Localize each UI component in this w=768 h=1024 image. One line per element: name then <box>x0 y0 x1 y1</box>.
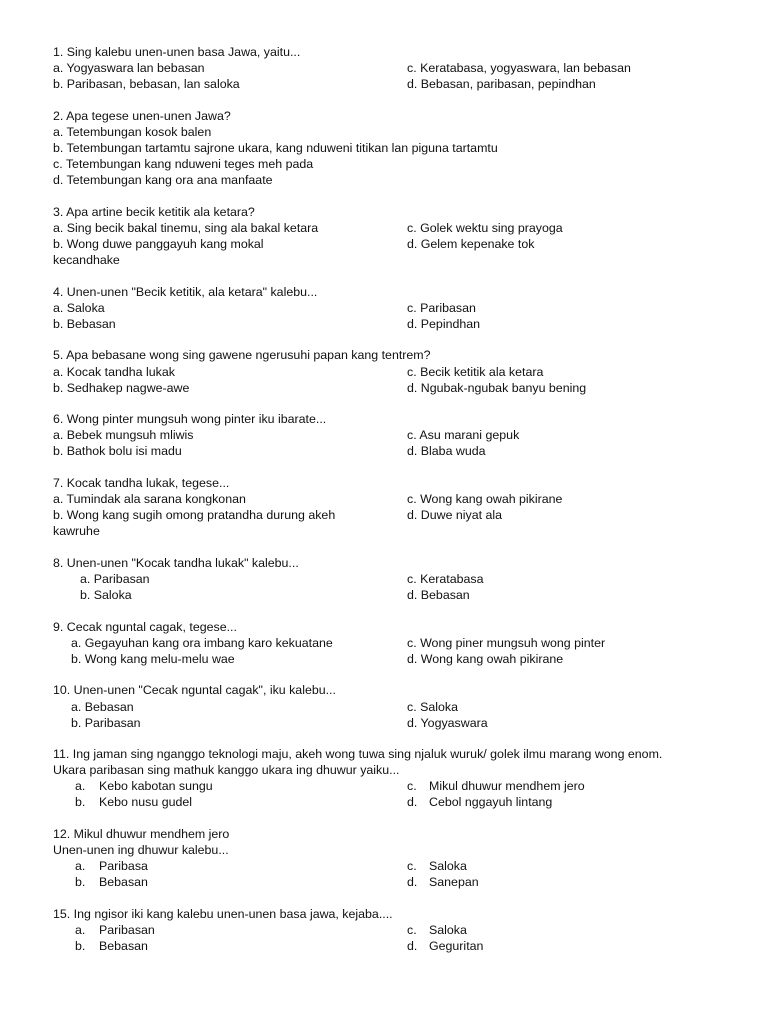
option-b: b. Bathok bolu isi madu <box>53 444 182 459</box>
option-letter: a. <box>75 779 86 794</box>
option-letter: b. <box>75 795 86 810</box>
option-b: b. Wong duwe panggayuh kang mokal kecandhake <box>53 236 264 268</box>
question-stem: 6. Wong pinter mungsuh wong pinter iku ibarate... <box>53 412 327 427</box>
question-8 <box>53 555 733 603</box>
option-letter: a. <box>75 923 86 938</box>
option-d: d. Pepindhan <box>407 316 481 331</box>
option-text: Saloka <box>429 923 467 938</box>
options-grid <box>53 699 733 731</box>
question-6 <box>53 411 733 459</box>
option-d: d. Gelem kepenake tok <box>407 236 535 251</box>
option-a: a. Tetembungan kosok balen <box>53 124 212 139</box>
question-2 <box>53 108 733 188</box>
question-stem: 10. Unen-unen "Cecak nguntal cagak", iku kalebu... <box>53 683 336 698</box>
question-15 <box>53 906 733 954</box>
options-grid <box>53 571 733 603</box>
option-text: Kebo nusu gudel <box>99 795 193 810</box>
option-a: a. Paribasan <box>80 571 150 586</box>
option-a: a. Saloka <box>53 300 105 315</box>
option-a: a. Gegayuhan kang ora imbang karo kekuatane <box>71 635 333 650</box>
option-c: c. Wong piner mungsuh wong pinter <box>407 635 606 650</box>
options-grid <box>53 60 733 92</box>
option-d: d. Ngubak-ngubak banyu bening <box>407 380 587 395</box>
option-b: b. Wong kang sugih omong pratandha durung akeh kawruhe <box>53 508 336 539</box>
option-a: a. Tumindak ala sarana kongkonan <box>53 492 246 507</box>
option-d: d. Bebasan <box>407 588 470 603</box>
question-4 <box>53 284 733 332</box>
question-9 <box>53 619 733 667</box>
option-c: c. Wong kang owah pikirane <box>407 492 563 507</box>
option-d: d. Blaba wuda <box>407 444 486 459</box>
option-a <box>53 858 407 874</box>
options-grid <box>53 220 733 268</box>
option-c: c. Saloka <box>407 699 458 714</box>
option-d: d. Yogyaswara <box>407 715 488 730</box>
option-c <box>407 858 733 874</box>
option-text: Kebo kabotan sungu <box>99 779 213 794</box>
option-letter: a. <box>75 859 86 874</box>
option-letter: d. <box>407 939 418 954</box>
options-grid <box>53 922 733 954</box>
option-c: c. Keratabasa, yogyaswara, lan bebasan <box>407 61 631 76</box>
option-text: Bebasan <box>99 939 148 954</box>
option-b: b. Sedhakep nagwe-awe <box>53 380 190 395</box>
question-stem: 4. Unen-unen "Becik ketitik, ala ketara" kalebu... <box>53 284 318 299</box>
quiz-page <box>53 44 733 970</box>
question-stem: 5. Apa bebasane wong sing gawene ngerusuhi papan kang tentrem? <box>53 348 431 363</box>
question-stem: 8. Unen-unen "Kocak tandha lukak" kalebu... <box>53 555 299 570</box>
option-text: Mikul dhuwur mendhem jero <box>429 779 585 794</box>
option-letter: b. <box>75 939 86 954</box>
option-text: Saloka <box>429 859 467 874</box>
option-d <box>407 794 733 810</box>
question-3 <box>53 204 733 268</box>
question-stem: 12. Mikul dhuwur mendhem jero <box>53 827 230 842</box>
option-text: Cebol nggayuh lintang <box>429 795 553 810</box>
option-letter: d. <box>407 875 418 890</box>
question-stem: 15. Ing ngisor iki kang kalebu unen-unen basa jawa, kejaba.... <box>53 906 393 921</box>
option-letter: c. <box>407 859 417 874</box>
options-grid <box>53 858 733 890</box>
question-prompt: Ukara paribasan sing mathuk kanggo ukara ing dhuwur yaiku... <box>53 763 400 778</box>
option-d <box>407 938 733 954</box>
option-b <box>53 794 407 810</box>
option-d: d. Wong kang owah pikirane <box>407 651 564 666</box>
option-d: d. Duwe niyat ala <box>407 508 503 523</box>
option-letter: d. <box>407 795 418 810</box>
option-letter: c. <box>407 779 417 794</box>
option-b: b. Wong kang melu-melu wae <box>71 651 235 666</box>
option-c: c. Becik ketitik ala ketara <box>407 364 544 379</box>
options-grid <box>53 427 733 459</box>
option-c: c. Tetembungan kang nduweni teges meh pada <box>53 157 314 172</box>
option-a: a. Bebasan <box>71 699 134 714</box>
question-stem: 9. Cecak nguntal cagak, tegese... <box>53 619 237 634</box>
question-stem: 11. Ing jaman sing nganggo teknologi maju, akeh wong tuwa sing njaluk wuruk/ golek ilmu marang wong enom. <box>53 747 663 762</box>
option-a <box>53 922 407 938</box>
option-a: a. Yogyaswara lan bebasan <box>53 61 205 76</box>
option-d: d. Bebasan, paribasan, pepindhan <box>407 77 596 92</box>
options-grid <box>53 300 733 332</box>
option-c: c. Asu marani gepuk <box>407 428 520 443</box>
question-5 <box>53 347 733 395</box>
option-d <box>407 874 733 890</box>
option-text: Sanepan <box>429 875 479 890</box>
options-grid <box>53 778 733 810</box>
option-c: c. Golek wektu sing prayoga <box>407 220 563 235</box>
option-b: b. Paribasan, bebasan, lan saloka <box>53 77 240 92</box>
option-b <box>53 938 407 954</box>
options-grid <box>53 491 733 539</box>
option-text: Geguritan <box>429 939 484 954</box>
option-b: b. Tetembungan tartamtu sajrone ukara, kang nduweni titikan lan piguna tartamtu <box>53 140 498 155</box>
option-b: b. Saloka <box>80 588 132 603</box>
question-stem: 1. Sing kalebu unen-unen basa Jawa, yaitu... <box>53 45 301 59</box>
question-stem: 3. Apa artine becik ketitik ala ketara? <box>53 204 255 219</box>
options-grid <box>53 364 733 396</box>
option-b: b. Bebasan <box>53 316 116 331</box>
option-b: b. Paribasan <box>71 715 141 730</box>
options-grid <box>53 635 733 667</box>
option-letter: b. <box>75 875 86 890</box>
option-c <box>407 922 733 938</box>
question-prompt: Unen-unen ing dhuwur kalebu... <box>53 843 229 858</box>
question-11 <box>53 746 733 810</box>
option-a <box>53 778 407 794</box>
option-a: a. Sing becik bakal tinemu, sing ala bakal ketara <box>53 220 319 235</box>
option-c <box>407 778 733 794</box>
question-stem: 2. Apa tegese unen-unen Jawa? <box>53 108 231 123</box>
option-c: c. Keratabasa <box>407 571 484 586</box>
option-d: d. Tetembungan kang ora ana manfaate <box>53 173 273 188</box>
option-a: a. Bebek mungsuh mliwis <box>53 428 194 443</box>
option-c: c. Paribasan <box>407 300 476 315</box>
option-text: Bebasan <box>99 875 148 890</box>
question-10 <box>53 682 733 730</box>
option-letter: c. <box>407 923 417 938</box>
question-1 <box>53 44 733 92</box>
question-stem: 7. Kocak tandha lukak, tegese... <box>53 475 230 490</box>
option-b <box>53 874 407 890</box>
question-7 <box>53 475 733 539</box>
option-text: Paribasan <box>99 923 155 938</box>
option-a: a. Kocak tandha lukak <box>53 364 175 379</box>
option-text: Paribasa <box>99 859 148 874</box>
question-12 <box>53 826 733 890</box>
